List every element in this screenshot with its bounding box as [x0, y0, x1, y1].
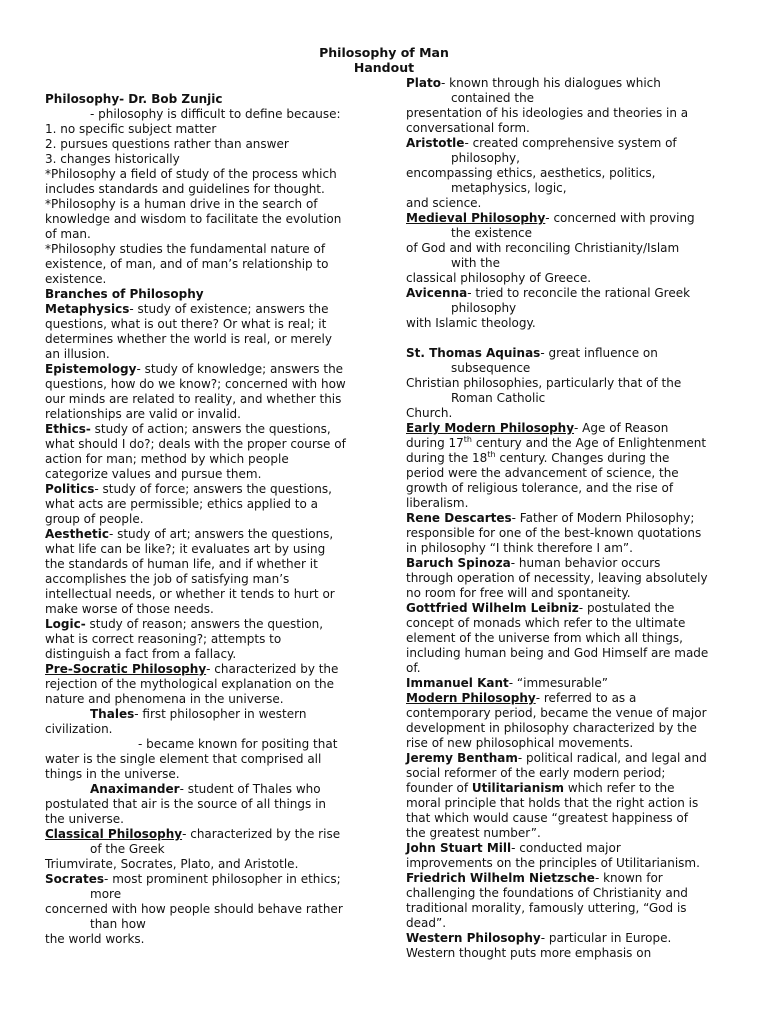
text-line [406, 496, 726, 511]
text-span: of. [406, 661, 421, 675]
text-span: - Age of Reason [574, 421, 669, 435]
text-span: no room for free will and spontaneity. [406, 586, 631, 600]
text-span: - political radical, and legal and [517, 751, 707, 765]
text-span: challenging the foundations of Christianity and [406, 886, 688, 900]
text-span: - particular in Europe. [540, 931, 672, 945]
text-line [45, 707, 370, 722]
text-line [406, 931, 726, 946]
text-line [406, 721, 726, 736]
text-span: century. Changes during the [495, 451, 670, 465]
term-heading: Medieval Philosophy [406, 211, 546, 225]
text-span: *Philosophy studies the fundamental nature of [45, 242, 326, 256]
term-heading: Anaximander [90, 782, 180, 796]
text-line [406, 481, 726, 496]
text-span: 3. changes historically [45, 152, 180, 166]
text-span: presentation of his ideologies and theories in a [406, 106, 689, 120]
text-span: contained the [451, 91, 535, 105]
text-line [406, 121, 726, 136]
text-line [45, 497, 370, 512]
term-heading: Plato [406, 76, 441, 90]
text-line [406, 751, 726, 766]
term-heading: Friedrich Wilhelm Nietzsche [406, 871, 595, 885]
text-span: traditional morality, famously uttering, “God is [406, 901, 687, 915]
text-span: questions, how do we know?; concerned with how [45, 377, 346, 391]
text-span: make worse of those needs. [45, 602, 214, 616]
text-line [406, 181, 726, 196]
text-span: with Islamic theology. [406, 316, 536, 330]
text-line [406, 166, 726, 181]
term-heading: Epistemology [45, 362, 137, 376]
text-line [45, 752, 370, 767]
text-line [45, 362, 370, 377]
term-heading: Modern Philosophy [406, 691, 536, 705]
text-span: - conducted major [511, 841, 621, 855]
text-line [45, 452, 370, 467]
text-line [406, 946, 726, 961]
text-line [45, 827, 370, 842]
term-heading: Baruch Spinoza [406, 556, 511, 570]
text-line [406, 871, 726, 886]
text-line [406, 196, 726, 211]
text-span: rejection of the mythological explanation on the [45, 677, 335, 691]
text-line [406, 436, 726, 451]
text-span: intellectual needs, or whether it tends to hurt or [45, 587, 335, 601]
text-line [406, 466, 726, 481]
term-heading: Logic- [45, 617, 86, 631]
text-line [45, 152, 370, 167]
text-span: what should I do?; deals with the proper course of [45, 437, 346, 451]
text-line [406, 541, 726, 556]
text-span: liberalism. [406, 496, 469, 510]
text-span: of God and with reconciling Christianity/Islam [406, 241, 680, 255]
text-line [406, 901, 726, 916]
text-span: the universe. [45, 812, 124, 826]
text-line [406, 256, 726, 271]
text-span: with the [451, 256, 500, 270]
term-heading: Metaphysics [45, 302, 130, 316]
term-heading: Western Philosophy [406, 931, 541, 945]
text-span: of the Greek [90, 842, 165, 856]
text-span: more [90, 887, 122, 901]
text-span: which refer to the [564, 781, 675, 795]
term-heading: Immanuel Kant [406, 676, 509, 690]
text-line [406, 661, 726, 676]
text-line [45, 872, 370, 887]
text-span: of man. [45, 227, 91, 241]
text-line [406, 916, 726, 931]
text-line [406, 361, 726, 376]
text-span: - postulated the [578, 601, 675, 615]
text-line [406, 136, 726, 151]
left-column [45, 92, 370, 947]
text-span: categorize values and pursue them. [45, 467, 262, 481]
text-span: the world works. [45, 932, 145, 946]
text-span: responsible for one of the best-known quotations [406, 526, 702, 540]
text-span: moral principle that holds that the right action is [406, 796, 699, 810]
text-span: an illusion. [45, 347, 110, 361]
text-line [45, 767, 370, 782]
text-span: - most prominent philosopher in ethics; [104, 872, 341, 886]
text-span: civilization. [45, 722, 113, 736]
text-span: what acts are permissible; ethics applied to a [45, 497, 318, 511]
text-span: and science. [406, 196, 482, 210]
text-line [406, 511, 726, 526]
text-line [406, 601, 726, 616]
text-line [45, 92, 370, 107]
text-line [406, 736, 726, 751]
term-heading: Classical Philosophy [45, 827, 183, 841]
text-span: through operation of necessity, leaving absolutely [406, 571, 708, 585]
text-span: element of the universe from which all things, [406, 631, 683, 645]
text-span: - characterized by the [206, 662, 339, 676]
term-heading: Rene Descartes [406, 511, 512, 525]
text-line [45, 272, 370, 287]
term-heading: Pre-Socratic Philosophy [45, 662, 207, 676]
text-line [45, 782, 370, 797]
text-line [406, 106, 726, 121]
text-span: classical philosophy of Greece. [406, 271, 592, 285]
text-line [45, 122, 370, 137]
text-span: concerned with how people should behave rather [45, 902, 343, 916]
text-span: includes standards and guidelines for thought. [45, 182, 325, 196]
text-span: 2. pursues questions rather than answer [45, 137, 289, 151]
text-span: - created comprehensive system of [464, 136, 677, 150]
text-span: knowledge and wisdom to facilitate the evolution [45, 212, 342, 226]
text-span: metaphysics, logic, [451, 181, 567, 195]
text-span: philosophy, [451, 151, 520, 165]
term-heading: Early Modern Philosophy [406, 421, 575, 435]
text-line [45, 932, 370, 947]
text-line [406, 586, 726, 601]
text-line [406, 706, 726, 721]
text-span: improvements on the principles of Utilitarianism. [406, 856, 700, 870]
text-line [406, 811, 726, 826]
text-line [45, 587, 370, 602]
text-span: during 17 [406, 436, 464, 450]
text-line [45, 512, 370, 527]
text-span: action for man; method by which people [45, 452, 289, 466]
text-span: group of people. [45, 512, 144, 526]
text-line [45, 647, 370, 662]
text-line [406, 781, 726, 796]
page-subtitle: Handout [353, 60, 415, 75]
text-span: contemporary period, became the venue of major [406, 706, 707, 720]
term-heading: Jeremy Bentham [406, 751, 518, 765]
text-line [406, 301, 726, 316]
text-line [45, 842, 370, 857]
text-line [45, 467, 370, 482]
text-line [406, 616, 726, 631]
page-title: Philosophy of Man [319, 45, 449, 60]
text-span: study of action; answers the questions, [90, 422, 331, 436]
text-line [45, 887, 370, 902]
text-line [45, 257, 370, 272]
text-span: - “immesurable” [508, 676, 608, 690]
text-line [45, 392, 370, 407]
text-line [45, 692, 370, 707]
text-span: - concerned with proving [545, 211, 695, 225]
text-span: growth of religious tolerance, and the rise of [406, 481, 674, 495]
text-line [406, 451, 726, 466]
text-span: Church. [406, 406, 453, 420]
term-heading: Utilitarianism [471, 781, 564, 795]
text-line [406, 766, 726, 781]
text-line [45, 407, 370, 422]
text-line [406, 571, 726, 586]
term-heading: Thales [90, 707, 135, 721]
text-line [406, 826, 726, 841]
text-span: the greatest number”. [406, 826, 541, 840]
text-span: postulated that air is the source of all things in [45, 797, 327, 811]
text-line [45, 857, 370, 872]
text-span: - study of knowledge; answers the [136, 362, 344, 376]
text-span: during the 18 [406, 451, 488, 465]
text-line [45, 422, 370, 437]
text-line [45, 617, 370, 632]
text-span: - study of force; answers the questions, [94, 482, 332, 496]
text-span: period were the advancement of science, the [406, 466, 679, 480]
term-heading: Socrates [45, 872, 105, 886]
text-span: conversational form. [406, 121, 530, 135]
text-span: development in philosophy characterized by the [406, 721, 697, 735]
text-span: th [487, 450, 496, 459]
text-span: things in the universe. [45, 767, 180, 781]
text-line [45, 347, 370, 362]
text-line [406, 646, 726, 661]
text-line [45, 197, 370, 212]
text-line [45, 242, 370, 257]
text-span: - student of Thales who [179, 782, 321, 796]
text-span: *Philosophy is a human drive in the search of [45, 197, 318, 211]
text-line [406, 316, 726, 331]
text-line [45, 917, 370, 932]
text-line [45, 722, 370, 737]
text-span: - study of art; answers the questions, [108, 527, 334, 541]
text-line [45, 437, 370, 452]
text-line [45, 332, 370, 347]
term-heading: St. Thomas Aquinas [406, 346, 541, 360]
text-line [45, 797, 370, 812]
text-line [406, 856, 726, 871]
term-heading: Branches of Philosophy [45, 287, 204, 301]
term-heading: Avicenna [406, 286, 468, 300]
text-span: - human behavior occurs [510, 556, 661, 570]
text-span: social reformer of the early modern period; [406, 766, 666, 780]
text-line [406, 391, 726, 406]
text-line [406, 556, 726, 571]
text-span: - known for [594, 871, 663, 885]
text-line [45, 482, 370, 497]
text-line [45, 737, 370, 752]
text-line [406, 271, 726, 286]
text-line [45, 632, 370, 647]
text-span: existence. [45, 272, 107, 286]
text-line [45, 527, 370, 542]
text-line [406, 226, 726, 241]
text-line [45, 317, 370, 332]
text-line [45, 107, 370, 122]
text-line [45, 677, 370, 692]
text-span: our minds are related to reality, and whether this [45, 392, 342, 406]
text-line [45, 662, 370, 677]
text-span: encompassing ethics, aesthetics, politics, [406, 166, 656, 180]
text-line [45, 542, 370, 557]
term-heading: John Stuart Mill [406, 841, 512, 855]
term-heading: Aesthetic [45, 527, 109, 541]
text-line [406, 796, 726, 811]
text-line [45, 227, 370, 242]
text-line [45, 167, 370, 182]
text-span: - referred to as a [535, 691, 637, 705]
text-span: - philosophy is difficult to define because: [90, 107, 341, 121]
text-line [406, 526, 726, 541]
text-span: Triumvirate, Socrates, Plato, and Aristotle. [45, 857, 299, 871]
text-span: - great influence on [540, 346, 658, 360]
term-heading: Philosophy- Dr. Bob Zunjic [45, 92, 223, 106]
text-span: Roman Catholic [451, 391, 546, 405]
text-line [406, 406, 726, 421]
text-span: Western thought puts more emphasis on [406, 946, 652, 960]
text-span: the existence [451, 226, 533, 240]
text-line [406, 241, 726, 256]
text-span: study of reason; answers the question, [85, 617, 324, 631]
text-span: dead”. [406, 916, 447, 930]
right-column [406, 76, 726, 961]
text-span: nature and phenomena in the universe. [45, 692, 284, 706]
text-span: questions, what is out there? Or what is real; it [45, 317, 327, 331]
text-line [406, 331, 726, 346]
text-span: concept of monads which refer to the ultimate [406, 616, 686, 630]
text-span: *Philosophy a field of study of the process which [45, 167, 337, 181]
text-span: existence, of man, and of man’s relationship to [45, 257, 329, 271]
text-span: Christian philosophies, particularly that of the [406, 376, 682, 390]
text-span: th [463, 435, 473, 444]
text-span: determines whether the world is real, or merely [45, 332, 332, 346]
text-span: rise of new philosophical movements. [406, 736, 634, 750]
text-span: - characterized by the rise [182, 827, 341, 841]
text-span: 1. no specific subject matter [45, 122, 217, 136]
text-line [406, 841, 726, 856]
term-heading: Aristotle [406, 136, 465, 150]
text-line [406, 376, 726, 391]
text-span: - known through his dialogues which [441, 76, 661, 90]
text-span: in philosophy “I think therefore I am”. [406, 541, 633, 555]
text-span: subsequence [451, 361, 531, 375]
text-line [45, 137, 370, 152]
text-span: century and the Age of Enlightenment [472, 436, 707, 450]
text-line [45, 377, 370, 392]
text-line [45, 602, 370, 617]
text-span: accomplishes the job of satisfying man’s [45, 572, 290, 586]
text-span: - Father of Modern Philosophy; [511, 511, 695, 525]
text-line [406, 886, 726, 901]
text-span: founder of [406, 781, 472, 795]
text-span: what is correct reasoning?; attempts to [45, 632, 282, 646]
text-span: that which would cause “greatest happiness of [406, 811, 688, 825]
text-span: philosophy [451, 301, 517, 315]
text-span: - tried to reconcile the rational Greek [467, 286, 691, 300]
text-line [406, 151, 726, 166]
text-line [406, 676, 726, 691]
text-line [406, 91, 726, 106]
text-span: including human being and God Himself are made [406, 646, 709, 660]
text-line [45, 557, 370, 572]
term-heading: Gottfried Wilhelm Leibniz [406, 601, 579, 615]
text-line [406, 76, 726, 91]
text-span: water is the single element that comprised all [45, 752, 322, 766]
text-span: the standards of human life, and if whether it [45, 557, 318, 571]
term-heading: Ethics- [45, 422, 91, 436]
text-span: what life can be like?; it evaluates art by using [45, 542, 326, 556]
text-span: - first philosopher in western [134, 707, 307, 721]
text-line [45, 182, 370, 197]
term-heading: Politics [45, 482, 95, 496]
text-line [406, 286, 726, 301]
text-line [406, 691, 726, 706]
text-line [406, 421, 726, 436]
text-line [45, 812, 370, 827]
text-span: relationships are valid or invalid. [45, 407, 241, 421]
text-line [45, 902, 370, 917]
text-span: distinguish a fact from a fallacy. [45, 647, 237, 661]
text-line [45, 287, 370, 302]
text-span: - became known for positing that [138, 737, 338, 751]
text-line [406, 211, 726, 226]
text-span: - study of existence; answers the [129, 302, 329, 316]
text-line [406, 346, 726, 361]
text-line [406, 631, 726, 646]
text-line [45, 212, 370, 227]
text-span: than how [90, 917, 146, 931]
text-line [45, 302, 370, 317]
text-line [45, 572, 370, 587]
